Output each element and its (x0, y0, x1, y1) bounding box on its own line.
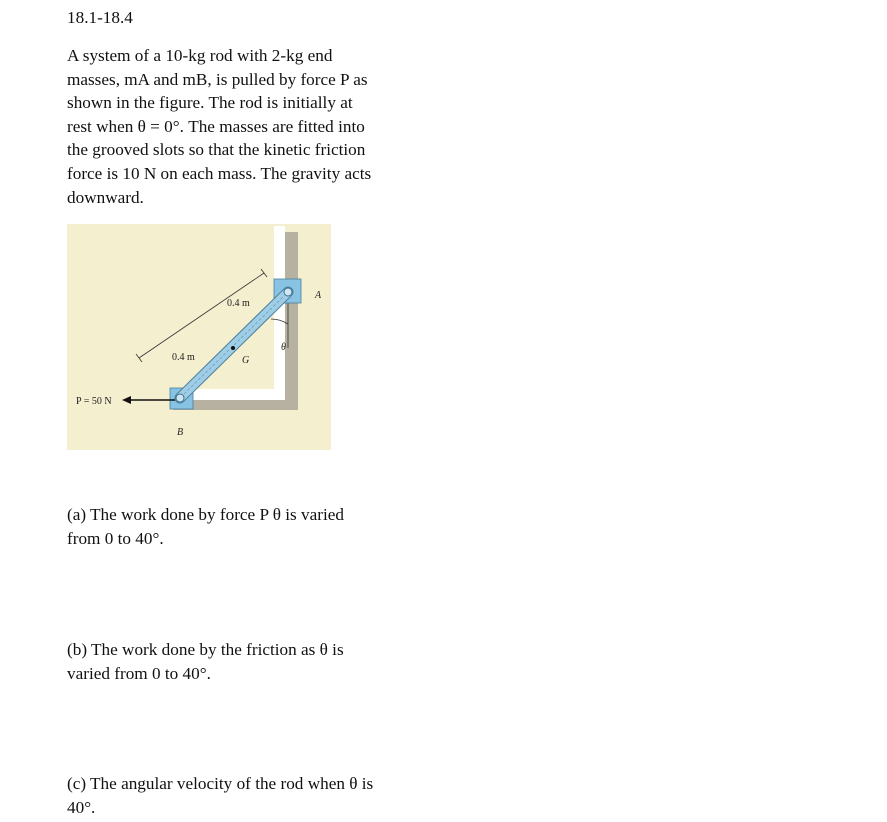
part-a-line-2: from 0 to 40°. (67, 528, 164, 548)
problem-number: 18.1-18.4 (67, 8, 133, 27)
statement-line-3: shown in the figure. The rod is initially at (67, 93, 353, 113)
label-angle-theta: θ (281, 342, 286, 353)
pin-b (176, 394, 184, 402)
question-part-a (67, 503, 344, 550)
label-force-p: P = 50 N (76, 396, 112, 407)
statement-line-2: masses, mA and mB, is pulled by force P as (67, 69, 368, 89)
question-part-c (67, 772, 373, 819)
pin-a (284, 288, 292, 296)
part-a-line-1: (a) The work done by force P θ is varied (67, 505, 344, 524)
statement-line-4: rest when θ = 0°. The masses are fitted into (67, 116, 365, 136)
label-point-g: G (242, 355, 250, 366)
label-length-upper: 0.4 m (227, 298, 250, 309)
problem-statement (67, 44, 371, 209)
question-part-b (67, 638, 344, 685)
statement-line-1: A system of a 10-kg rod with 2-kg end (67, 46, 333, 65)
label-point-a: A (315, 290, 322, 301)
label-point-b: B (177, 427, 184, 438)
center-of-mass-dot (231, 346, 235, 350)
rod-figure (67, 224, 331, 450)
statement-line-7: downward. (67, 187, 144, 207)
part-c-line-1: (c) The angular velocity of the rod when θ is (67, 774, 374, 793)
part-c-line-2: 40°. (67, 797, 96, 817)
statement-line-6: force is 10 N on each mass. The gravity acts (67, 163, 372, 183)
part-b-line-2: varied from 0 to 40°. (67, 663, 211, 683)
statement-line-5: the grooved slots so that the kinetic friction (67, 140, 366, 160)
label-length-lower: 0.4 m (172, 352, 195, 363)
part-b-line-1: (b) The work done by the friction as θ is (67, 640, 344, 659)
